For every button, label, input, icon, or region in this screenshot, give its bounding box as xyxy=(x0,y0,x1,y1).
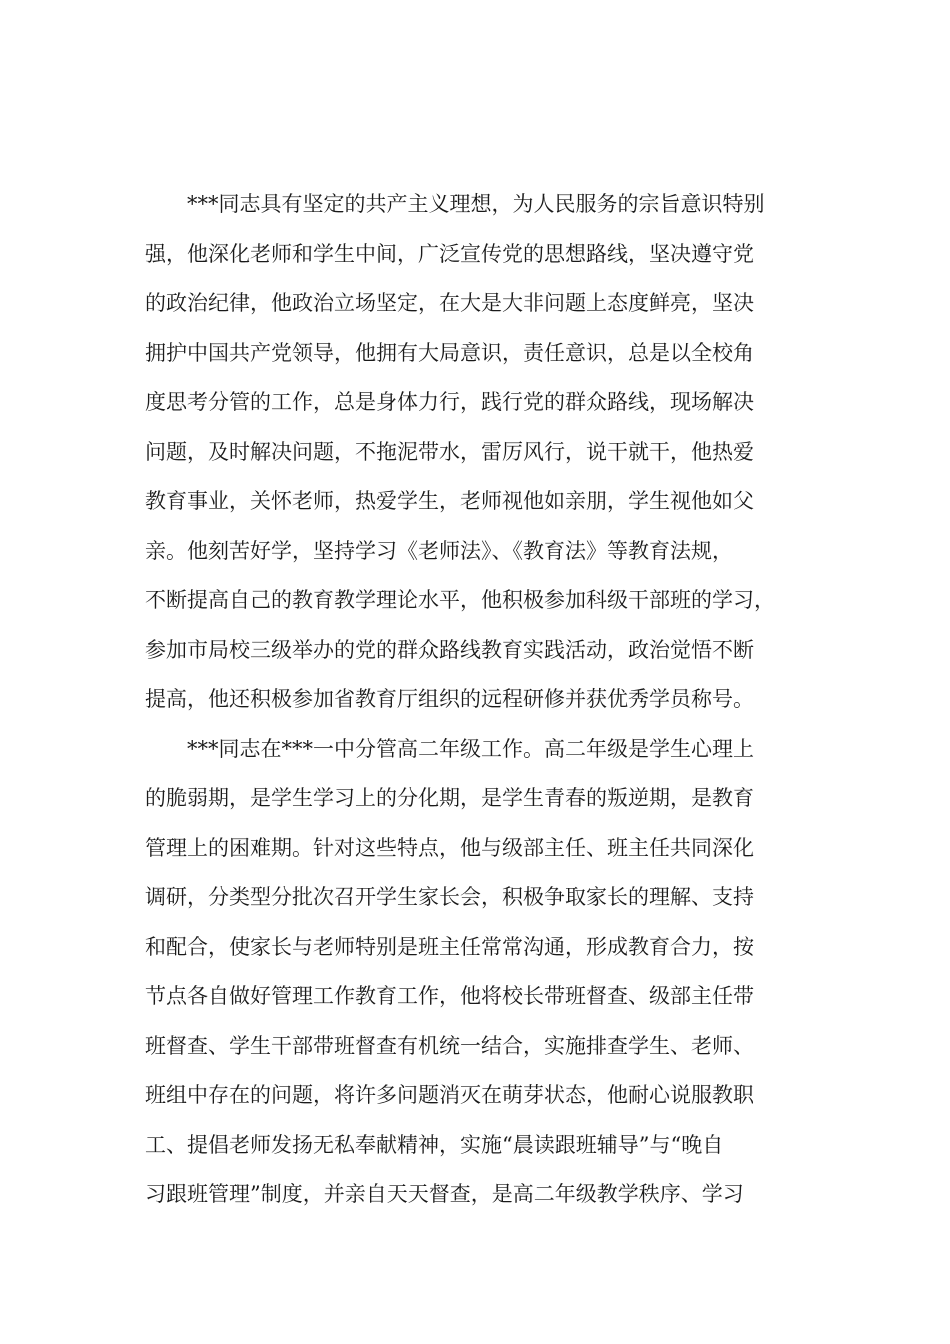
text-line: 提高，他还积极参加省教育厅组织的远程研修并获优秀学员称号。 xyxy=(145,687,754,711)
text-line: 调研，分类型分批次召开学生家长会，积极争取家长的理解、支持 xyxy=(145,885,754,909)
text-line: 不断提高自己的教育教学理论水平，他积极参加科级干部班的学习， xyxy=(145,588,775,612)
text-line: 度思考分管的工作，总是身体力行，践行党的群众路线，现场解决 xyxy=(145,390,754,414)
text-line: 班督查、学生干部带班督查有机统一结合，实施排查学生、老师、 xyxy=(145,1033,754,1058)
text-line: 的脆弱期，是学生学习上的分化期，是学生青春的叛逆期，是教育 xyxy=(145,786,754,810)
text-line: 的政治纪律，他政治立场坚定，在大是大非问题上态度鲜亮，坚决 xyxy=(145,291,754,315)
text-line: 习跟班管理”制度，并亲自天天督查，是高二年级教学秩序、学习 xyxy=(145,1182,744,1206)
text-line: 班组中存在的问题，将许多问题消灭在萌芽状态，他耐心说服教职 xyxy=(145,1083,754,1107)
text-line: 参加市局校三级举办的党的群众路线教育实践活动，政治觉悟不断 xyxy=(145,637,754,662)
document-body xyxy=(145,180,817,1220)
text-line: 和配合，使家长与老师特别是班主任常常沟通，形成教育合力，按 xyxy=(145,934,754,959)
text-line: 亲。他刻苦好学，坚持学习《老师法》、《教育法》等教育法规， xyxy=(145,538,733,563)
text-line: 拥护中国共产党领导，他拥有大局意识，责任意识，总是以全校角 xyxy=(145,340,754,365)
paragraph-2 xyxy=(145,725,817,1220)
paragraph-1 xyxy=(145,180,817,725)
text-line: 管理上的困难期。针对这些特点，他与级部主任、班主任共同深化 xyxy=(145,835,754,860)
text-line: 教育事业，关怀老师，热爱学生，老师视他如亲朋，学生视他如父 xyxy=(145,489,754,513)
text-line: 工、提倡老师发扬无私奉献精神，实施“晨读跟班辅导”与“晚自 xyxy=(145,1132,724,1157)
text-line: 强，他深化老师和学生中间，广泛宣传党的思想路线，坚决遵守党 xyxy=(145,241,754,266)
text-line: 节点各自做好管理工作教育工作，他将校长带班督查、级部主任带 xyxy=(145,984,754,1008)
text-line: ***同志在***一中分管高二年级工作。高二年级是学生心理上 xyxy=(187,736,754,761)
text-line: ***同志具有坚定的共产主义理想，为人民服务的宗旨意识特别 xyxy=(187,192,765,216)
text-line: 问题，及时解决问题，不拖泥带水，雷厉风行，说干就干，他热爱 xyxy=(145,439,754,464)
